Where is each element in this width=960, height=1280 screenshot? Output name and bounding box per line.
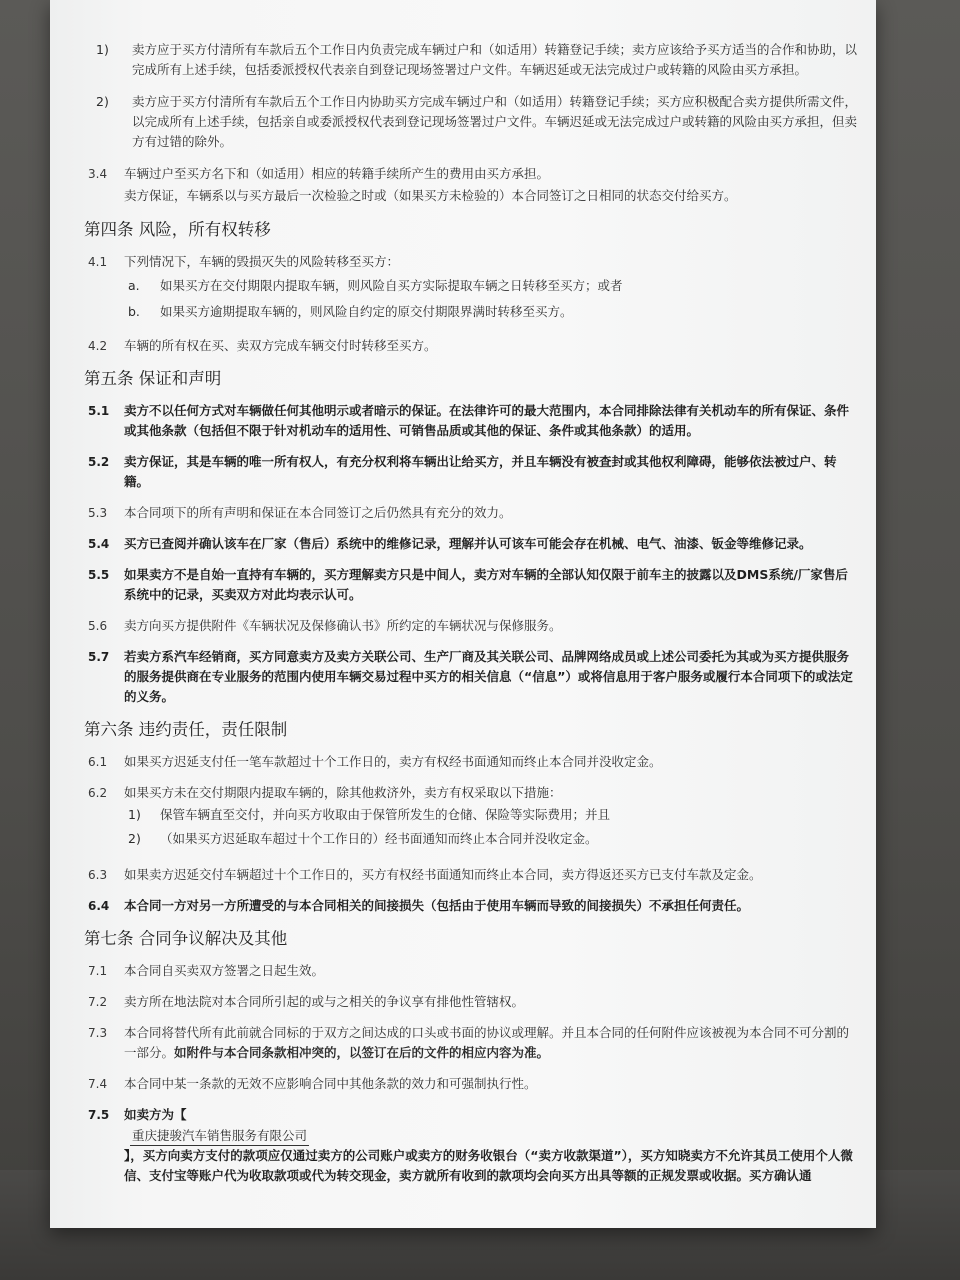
clause-text: 卖方应于买方付清所有车款后五个工作日内协助买方完成车辆过户和（如适用）转籍登记手续；买方应积极配合卖方提供所需文件，以完成所有上述手续，包括亲自或委派授权代表到登记现场签署过户文件。车辆迟延或无法完成过户或转籍的风险由买方承担，但卖方有过错的除外。 [132, 94, 858, 149]
clause-4-1-a [88, 276, 858, 296]
clause-number: 7.3 [88, 1026, 108, 1040]
clause-3-3-2 [88, 92, 858, 152]
clause-number: 5.5 [88, 568, 110, 582]
clause-number: 6.4 [88, 899, 110, 913]
clause-text: 本合同项下的所有声明和保证在本合同签订之后仍然具有充分的效力。 [124, 505, 512, 520]
clause-text: 车辆过户至买方名下和（如适用）相应的转籍手续所产生的费用由买方承担。 [124, 166, 550, 181]
contract-page [50, 0, 876, 1228]
clause-5-3 [88, 503, 858, 523]
clause-text: 卖方向买方提供附件《车辆状况及保修确认书》所约定的车辆状况与保修服务。 [124, 618, 562, 633]
clause-text: 如果卖方不是自始一直持有车辆的，买方理解卖方只是中间人，卖方对车辆的全部认知仅限于前车主的披露以及DMS系统/厂家售后系统中的记录，买卖双方对此均表示认可。 [124, 567, 848, 602]
seller-company-name: 重庆捷骏汽车销售服务有限公司 [130, 1127, 309, 1146]
clause-7-5-continued: 】，买方向卖方支付的款项应仅通过卖方的公司账户或卖方的财务收银台（“卖方收款渠道”），买方知晓卖方不允许其员工使用个人微信、支付宝等账户代为收取款项或代为转交现金，卖方就所有收到的款项均会向买方出具等额的正规发票或收据。买方确认通 [124, 1148, 853, 1183]
clause-number: 5.1 [88, 404, 110, 418]
clause-6-2-2 [88, 829, 858, 849]
company-field [88, 1125, 858, 1146]
clause-text: 车辆的所有权在买、卖双方完成车辆交付时转移至买方。 [124, 338, 437, 353]
clause-7-1 [88, 961, 858, 981]
contract-content [84, 40, 858, 1186]
clause-number: 4.2 [88, 339, 108, 353]
clause-text: 卖方所在地法院对本合同所引起的或与之相关的争议享有排他性管辖权。 [124, 994, 525, 1009]
clause-number: 6.1 [88, 755, 108, 769]
clause-text: 本合同中某一条款的无效不应影响合同中其他条款的效力和可强制执行性。 [124, 1076, 537, 1091]
clause-3-4 [88, 164, 858, 184]
clause-text: 若卖方系汽车经销商，买方同意卖方及卖方关联公司、生产厂商及其关联公司、品牌网络成员或上述公司委托为其或为买方提供服务的服务提供商在专业服务的范围内使用车辆交易过程中买方的相关信息（“信息”）或将信息用于客户服务或履行本合同项下的或法定的义务。 [124, 649, 853, 704]
section-heading-7: 第七条 合同争议解决及其他 [84, 929, 288, 948]
clause-text: 如卖方为【 [124, 1107, 187, 1122]
clause-6-4 [88, 896, 858, 916]
clause-number: 5.7 [88, 650, 110, 664]
clause-text: 下列情况下，车辆的毁损灭失的风险转移至买方： [124, 254, 400, 269]
clause-text-plain: 本合同将替代所有此前就合同标的于双方之间达成的口头或书面的协议或理解。并且本合同的任何附件应该被视为本合同不可分割的一部分。 [124, 1025, 850, 1060]
section-heading-4: 第四条 风险，所有权转移 [84, 220, 271, 239]
clause-number: 6.2 [88, 786, 108, 800]
clause-text: 如果买方在交付期限内提取车辆，则风险自买方实际提取车辆之日转移至买方；或者 [160, 278, 623, 293]
clause-4-1-b [88, 302, 858, 322]
clause-number: 3.4 [88, 167, 108, 181]
clause-text: 买方已查阅并确认该车在厂家（售后）系统中的维修记录，理解并认可该车可能会存在机械、电气、油漆、钣金等维修记录。 [124, 536, 812, 551]
clause-6-3 [88, 865, 858, 885]
clause-6-1 [88, 752, 858, 772]
clause-number: 7.2 [88, 995, 108, 1009]
clause-number: 7.5 [88, 1108, 110, 1122]
clause-text: 如果买方迟延支付任一笔车款超过十个工作日的，卖方有权经书面通知而终止本合同并没收定金。 [124, 754, 662, 769]
clause-text-bold: 如附件与本合同条款相冲突的，以签订在后的文件的相应内容为准。 [174, 1045, 550, 1060]
clause-5-7 [88, 647, 858, 707]
clause-7-5 [88, 1105, 858, 1125]
clause-number: 2) [96, 94, 109, 109]
clause-5-2 [88, 452, 858, 492]
clause-number: 6.3 [88, 868, 108, 882]
clause-6-2 [88, 783, 858, 803]
clause-text: 本合同自买卖双方签署之日起生效。 [124, 963, 325, 978]
clause-7-4 [88, 1074, 858, 1094]
clause-number: 1) [128, 807, 141, 822]
clause-number: 5.4 [88, 537, 110, 551]
section-heading-5: 第五条 保证和声明 [84, 369, 222, 388]
section-heading-6: 第六条 违约责任，责任限制 [84, 720, 288, 739]
clause-text: 卖方保证，其是车辆的唯一所有权人，有充分权利将车辆出让给买方，并且车辆没有被查封或其他权利障碍，能够依法被过户、转籍。 [124, 454, 837, 489]
clause-number: 5.6 [88, 619, 108, 633]
clause-text: （如果买方迟延取车超过十个工作日的）经书面通知而终止本合同并没收定金。 [160, 831, 598, 846]
clause-3-3-1 [88, 40, 858, 80]
clause-number: 1) [96, 42, 109, 57]
clause-7-2 [88, 992, 858, 1012]
clause-number: a. [128, 278, 140, 293]
clause-text: 卖方应于买方付清所有车款后五个工作日内负责完成车辆过户和（如适用）转籍登记手续；卖方应该给予买方适当的合作和协助，以完成所有上述手续，包括委派授权代表亲自到登记现场签署过户文件。车辆迟延或无法完成过户或转籍的风险由买方承担。 [132, 42, 858, 77]
clause-number: 5.2 [88, 455, 110, 469]
clause-text: 卖方不以任何方式对车辆做任何其他明示或者暗示的保证。在法律许可的最大范围内，本合同排除法律有关机动车的所有保证、条件或其他条款（包括但不限于针对机动车的适用性、可销售品质或其他的保证、条件或其他条款）的适用。 [124, 403, 850, 438]
clause-7-3 [88, 1023, 858, 1063]
clause-text [124, 1023, 858, 1063]
clause-4-1 [88, 252, 858, 272]
clause-text: 如果买方逾期提取车辆的，则风险自约定的原交付期限界满时转移至买方。 [160, 304, 573, 319]
clause-5-1 [88, 401, 858, 441]
clause-3-4-continued: 卖方保证，车辆系以与买方最后一次检验之时或（如果买方未检验的）本合同签订之日相同的状态交付给买方。 [124, 188, 737, 203]
clause-text: 如果买方未在交付期限内提取车辆的，除其他救济外，卖方有权采取以下措施： [124, 785, 562, 800]
clause-5-5 [88, 565, 858, 605]
clause-5-6 [88, 616, 858, 636]
clause-text: 保管车辆直至交付，并向买方收取由于保管所发生的仓储、保险等实际费用；并且 [160, 807, 611, 822]
clause-number: b. [128, 304, 140, 319]
clause-4-2 [88, 336, 858, 356]
clause-text: 如果卖方迟延交付车辆超过十个工作日的，买方有权经书面通知而终止本合同，卖方得返还买方已支付车款及定金。 [124, 867, 762, 882]
clause-number: 7.4 [88, 1077, 108, 1091]
clause-6-2-1 [88, 805, 858, 825]
clause-text: 本合同一方对另一方所遭受的与本合同相关的间接损失（包括由于使用车辆而导致的间接损失）不承担任何责任。 [124, 898, 750, 913]
clause-number: 7.1 [88, 964, 108, 978]
clause-number: 4.1 [88, 255, 108, 269]
clause-number: 2) [128, 831, 141, 846]
clause-5-4 [88, 534, 858, 554]
clause-number: 5.3 [88, 506, 108, 520]
